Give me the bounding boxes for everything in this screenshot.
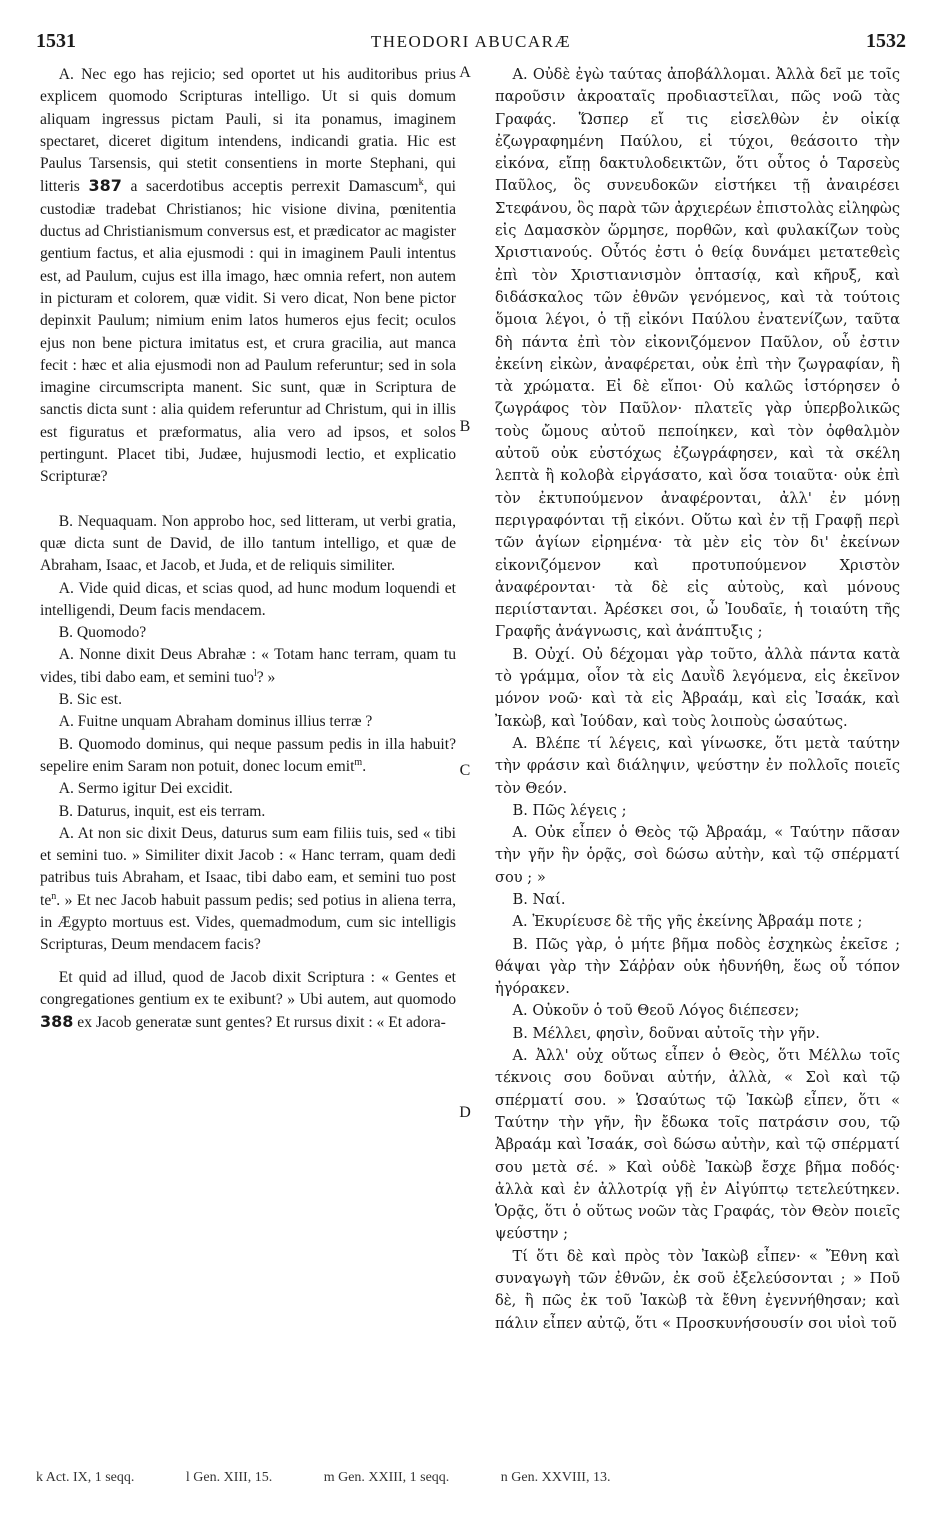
footnote: k Act. IX, 1 seqq. [36,1470,135,1485]
column-number: 387 [88,176,122,196]
greek-paragraph: A. Οὐδὲ ἐγὼ ταύτας ἀποβάλλομαι. Ἀλλὰ δεῖ με τοῖς παροῦσιν ἀκροαταῖς προδιαστεῖλαι, πῶς νοῶ τὰς Γραφάς. Ὥσπερ εἴ τις εἰσελθὼν ἐν οἰκίᾳ ἐζωγραφημένη Παύλου, εἰ τύχοι, θεάσοιτο τὴν εἰκόνα, εἴπῃ δακτυλοδεικτῶν, ὅτι οὗτος ὁ Ταρσεὺς Παῦλος, ὃς συνευδοκῶν εἱστήκει τῇ ἀναιρέσει Στεφάνου, ὃς παρὰ τῶν ἀρχιερέων ἐπιστολὰς εἰληφὼς εἰς Δαμασκὸν ὥρμησε, πορθῶν, καὶ φυλακίζων τοὺς Χριστιανούς. Οὗτός ἐστι ὁ θείᾳ δυνάμει μετατεθεὶς ἐπὶ τὸν Χριστιανισμὸν ὀπτασίᾳ, καὶ κῆρυξ, καὶ διδάσκαλος τῶν ἐθνῶν γενόμενος, καὶ τὰ τούτοις ὅμοια λέγοι, ὁ τῇ εἰκόνι Παύλου ἐνατενίζων, ταῦτα δὴ πάντα ἐπὶ τὸν εἰκονιζόμενον Παῦλον, οὗ ἐστιν ἐκείνη εἰκὼν, ἀναφέρεται, οὐκ ἐπὶ τὴν ζωγραφίαν, ἢ τὰ χρώματα. Εἰ δὲ εἴποι· Οὐ καλῶς ἱστόρησεν ὁ ζωγράφος τὸν Παῦλον· πλατεῖς γὰρ ὑπερβολικῶς τοὺς ὤμους αὐτοῦ πεποίηκεν, καὶ τὸν ὀφθαλμὸν αὐτοῦ οὐκ εὐστόχως ἐζωγράφησεν, καὶ τὰ σκέλη λεπτὰ ἢ κολοβὰ εἰργάσατο, καὶ ὅσα τοιαῦτα· οὐκ ἐπὶ τὸν ἐκτυπούμενον ἀναφέρονται, ἀλλ' ἐν μόνῃ περιγραφόνται τῇ εἰκόνι. Οὕτω καὶ ἐν τῇ Γραφῇ περὶ τῶν ἁγίων εἰρημένα· τὰ μὲν εἰς τὸν δι' ἐκείνων εἰκονιζόμενον καὶ προτυπούμενον Χριστὸν ἀναφέρονται· τὰ δὲ εἰς αὐτοὺς, καὶ μόνους περιίστανται. Ἀρέσκει σοι, ὦ Ἰουδαῖε, ἡ τοιαύτη τῆς Γραφῆς ἀνάγνωσις, καὶ ἀνάπτυξις ; [495,66,900,641]
latin-text: . » Et nec Jacob habuit passum pedis; sed potius in aliena terra, in Ægypto mortuus est. Vides, quemadmodum, cum sic intelligis Scripturas, Deum mendacem facis? [40,891,456,954]
greek-paragraph: A. Ἀλλ' οὐχ οὕτως εἶπεν ὁ Θεὸς, ὅτι Μέλλω τοῖς τέκνοις σου δοῦναι αὐτήν, ἀλλὰ, « Σοὶ καὶ τῷ σπέρματί σου. » Ὡσαύτως τῷ Ἰακὼβ εἶπεν, ὅτι « Ταύτην τὴν γῆν, ἣν ἔδωκα τοῖς πατράσιν σου, τῷ Ἀβραάμ καὶ Ἰσαάκ, σοὶ δώσω αὐτὴν, καὶ τῷ σπέρματί σου μετὰ σέ. » Καὶ οὐδὲ Ἰακὼβ ἔσχε βῆμα ποδός· ἀλλὰ καὶ ἐν ἀλλοτρίᾳ γῇ ἐν Αἰγύπτῳ τετελεύτηκεν. Ὁρᾷς, ὅτι ὁ οὕτως νοῶν τὰς Γραφάς, τὸν Θεὸν ποιεῖς ψεύστην ; [495,1047,900,1243]
footnote-marker: l [253,667,257,679]
greek-paragraph: A. Οὐκοῦν ὁ τοῦ Θεοῦ Λόγος διέπεσεν; [512,1002,800,1020]
latin-text: a sacerdotibus acceptis perrexit Damascum [121,178,419,196]
running-header [36,30,906,56]
margin-marker-a: A [459,64,471,81]
latin-paragraph: A. Vide quid dicas, et scias quod, ad hunc modum loquendi et intelligendi, Deum facis mendacem. [40,579,456,619]
margin-marker-c: C [459,762,471,779]
footnotes [36,1470,906,1486]
greek-paragraph: A. Οὐκ εἶπεν ὁ Θεὸς τῷ Ἀβραάμ, « Ταύτην πᾶσαν τὴν γῆν ἣν ὁρᾷς, σοὶ δώσω αὐτὴν, καὶ τῷ σπέρματί σου ; » [495,824,900,886]
footnote: n Gen. XXVIII, 13. [500,1470,611,1485]
latin-text: A. Nonne dixit Deus Abrahæ : « Totam hanc terram, quam tu vides, tibi dabo eam, et semini tuo [40,646,456,686]
footnote-marker: m [354,756,363,768]
greek-paragraph: B. Πῶς λέγεις ; [512,801,627,819]
running-title: THEODORI ABUCARÆ [370,32,572,51]
latin-paragraph: B. Quomodo? [58,624,147,642]
greek-paragraph: B. Ναί. [512,890,566,908]
latin-paragraph [40,644,456,689]
page-number-left: 1531 [36,30,76,52]
margin-marker-b: B [459,418,471,435]
footnote-marker: k [418,177,424,189]
greek-paragraph: B. Πῶς γὰρ, ὁ μήτε βῆμα ποδὸς ἐσχηκὼς ἐκεῖσε ; θάψαι γὰρ τὴν Σάῤῥαν οὐκ ἠδυνήθη, ἕως οὗ τόπον ἠγόρακεν. [495,935,900,998]
latin-paragraph: B. Sic est. [58,691,122,709]
latin-paragraph [40,64,456,489]
latin-text: Et quid ad illud, quod de Jacob dixit Scriptura : « Gentes et congregationes gentium ex te exibunt? » Ubi autem, aut quomodo [40,968,456,1008]
latin-paragraph [40,967,456,1035]
page-number-right: 1532 [866,30,906,52]
latin-paragraph: A. Sermo igitur Dei excidit. [58,780,233,798]
greek-paragraph: Τί ὅτι δὲ καὶ πρὸς τὸν Ἰακὼβ εἶπεν· « Ἔθνη καὶ συναγωγὴ τῶν ἐθνῶν, ἐκ σοῦ ἐξελεύσονται ; » Ποῦ δὲ, ἢ πῶς ἐκ τοῦ Ἰακὼβ τὰ ἔθνη ἐγεννήθησαν; καὶ πάλιν εἶπεν αὐτῷ, ὅτι « Προσκυνήσουσίν σοι υἱοὶ τοῦ [495,1247,900,1332]
latin-paragraph [40,734,456,779]
latin-paragraph: A. Fuitne unquam Abraham dominus illius terræ ? [58,713,373,731]
latin-text: B. Quomodo dominus, qui neque passum pedis in illa habuit? sepelire enim Saram non potuit, donec locum emit [40,735,456,775]
greek-column [495,64,900,1445]
latin-paragraph: B. Nequaquam. Non approbo hoc, sed litteram, ut verbi gratia, quæ dicta sunt de David, de illo tantum intelligo, et quæ de Abraham, Isaac, et Jacob, et Juda, et de reliquis similiter. [40,512,456,575]
latin-column [40,64,456,1445]
greek-paragraph: B. Οὐχί. Οὐ δέχομαι γὰρ τοῦτο, ἀλλὰ πάντα κατὰ τὸ γράμμα, οἷον τὰ εἰς Δαυῒδ λεγόμενα, εἰς ἐκεῖνον μόνον νοῶ· καὶ τὰ εἰς Ἀβραάμ, καὶ εἰς Ἰσαάκ, καὶ Ἰακὼβ, καὶ Ἰούδαν, καὶ τοὺς λοιποὺς ὡσαύτως. [495,645,900,730]
column-number: 388 [40,1012,74,1032]
footnote: m Gen. XXIII, 1 seqq. [323,1470,450,1485]
latin-text: A. At non sic dixit Deus, daturus sum eam filiis tuis, sed « tibi et semini tuo. » Similiter dixit Jacob : « Hanc terram, quam dedi patribus tuis Abraham, et Isaac, tibi dabo eam, et semini tuo post te [40,824,456,909]
latin-text: ? » [256,668,276,686]
footnote: l Gen. XIII, 15. [185,1470,273,1485]
latin-paragraph: B. Daturus, inquit, est eis terram. [58,802,266,820]
footnote-marker: n [51,890,57,902]
latin-text: . [362,757,367,775]
latin-text: A. Nec ego has rejicio; sed oportet ut his auditoribus prius explicem quomodo Scripturas intelligo. Ut si quis domum aliquam ingressus pictam Pauli, si ita ponamus, imaginem spectaret, diceret digitum intendens, indicandi gratia. Hic est Paulus Tarsensis, qui stetit consentiens in morte Stephani, qui litteris [40,66,456,196]
latin-text: ex Jacob generatæ sunt gentes? Et rursus dixit : « Et adora- [73,1014,446,1032]
greek-paragraph: A. Βλέπε τί λέγεις, καὶ γίνωσκε, ὅτι μετὰ ταύτην τὴν φράσιν καὶ διάληψιν, ψεύστην ἐν πολλοῖς ποιεῖς τὸν Θεόν. [495,734,900,797]
greek-paragraph: A. Ἐκυρίευσε δὲ τῆς γῆς ἐκείνης Ἀβραάμ ποτε ; [512,913,863,931]
latin-text: , qui custodiæ tradebat Christianos; hic visione divina, pœnitentia ductus ad Christianismum conversus est, et prædicator ac magister gentium factus, et alia ejusmodi : qui in imaginem Pauli intentus est, ad Paulum, cujus est illa imago, hæc omnia refert, non autem in picturam et colorem, quæ vidit. Si vero dicat, Non bene pictor depinxit Paulum; nimium enim latos humeros ejus fecit; oculos ejus non bene pictura imitatus est, et crura gracilia, aut manca fecit : hæc et alia ejusmodi non ad Paulum referuntur; sed in sola imagine circumscripta manent. Sic sunt, quæ in Scriptura de sanctis dicta sunt : alia quidem referuntur ad Christum, qui in illis est figuratus et præformatus, alia vero ad ipsos, et solos pertingunt. Placet tibi, Judæe, hujusmodi lectio, et explicatio Scripturæ? [40,178,456,486]
greek-paragraph: B. Μέλλει, φησὶν, δοῦναι αὐτοῖς τὴν γῆν. [512,1024,820,1042]
margin-marker-d: D [459,1104,471,1121]
latin-paragraph [40,823,456,957]
